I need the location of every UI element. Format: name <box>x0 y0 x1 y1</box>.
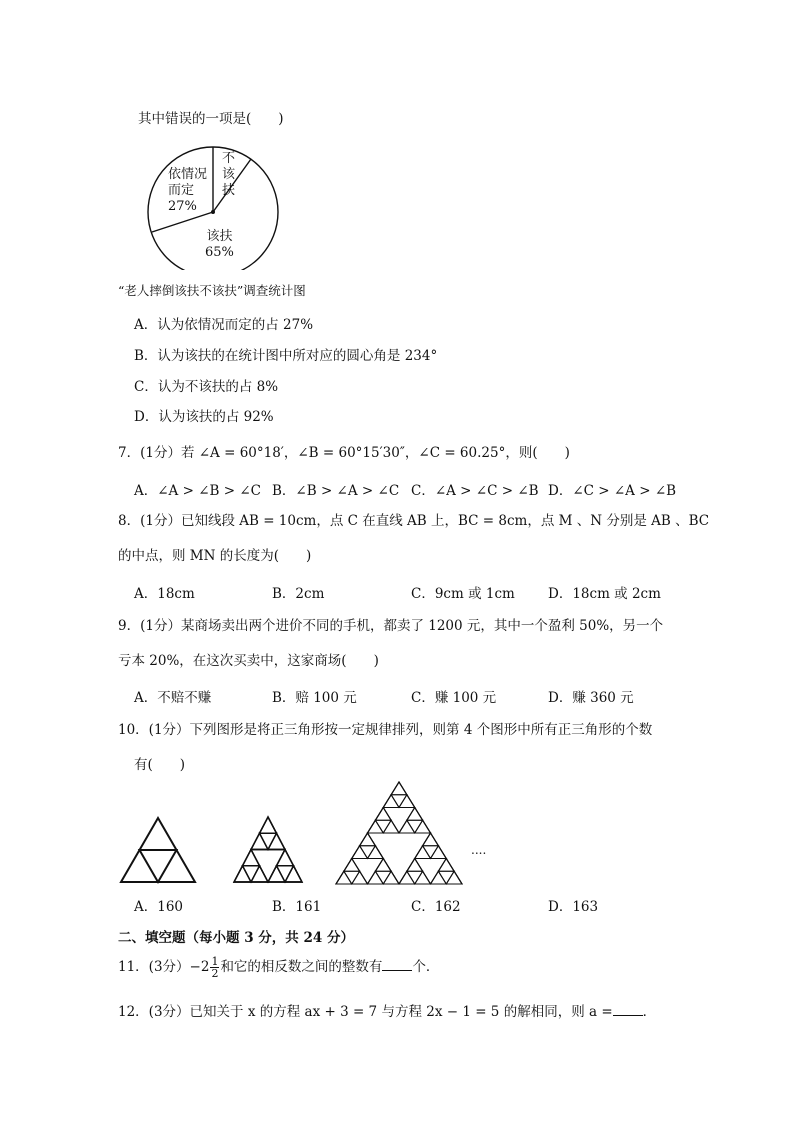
q10-option-b: B．161 <box>272 899 322 915</box>
pie-center-dot <box>211 210 215 214</box>
q10-option-d: D．163 <box>548 899 599 915</box>
pie-caption: “老人摔倒该扶不该扶”调查统计图 <box>118 283 306 298</box>
q8-stem-line1: 8．(1分）已知线段 AB = 10cm，点 C 在直线 AB 上，BC = 8cm，点 M 、N 分别是 AB 、BC <box>118 513 710 529</box>
q11-prefix: 11．(3分）−2 <box>118 959 210 975</box>
q7-option-d: D．∠C > ∠A > ∠B <box>548 483 677 499</box>
q6-stem-tail: 其中错误的一项是( ) <box>138 111 284 127</box>
q8-stem-line2: 的中点，则 MN 的长度为( ) <box>118 548 312 564</box>
q11-suffix: 和它的相反数之间的整数有 <box>220 959 383 975</box>
q7-stem: 7．(1分）若 ∠A = 60°18′，∠B = 60°15′30″，∠C = 60.25°，则( ) <box>118 445 570 461</box>
triangle-figure-3 <box>334 780 464 886</box>
pie-label-should: 该扶 65% <box>205 229 234 260</box>
q12-answer-blank[interactable] <box>613 1003 643 1016</box>
q10-stem-line1: 10．(1分）下列图形是将正三角形按一定规律排列，则第 4 个图形中所有正三角形的个数 <box>118 722 653 738</box>
triangle-figure-2 <box>232 815 304 885</box>
q12 <box>118 1000 656 1020</box>
q10-stem-line2: 有( ) <box>134 757 186 773</box>
q9-stem-line1: 9．(1分）某商场卖出两个进价不同的手机，都卖了 1200 元，其中一个盈利 50%，另一个 <box>118 618 664 634</box>
q6-option-d: D．认为该扶的占 92% <box>134 409 274 425</box>
q9-option-a: A．不赔不赚 <box>134 690 212 706</box>
q11-answer-blank[interactable] <box>382 958 412 971</box>
q6-option-c: C．认为不该扶的占 8% <box>134 379 279 395</box>
q9-option-c: C．赚 100 元 <box>411 690 497 706</box>
figure-ellipsis: .... <box>471 843 487 857</box>
pie-label-should-not: 不 该 扶 <box>222 151 236 198</box>
q11-fraction: $\frac{1}{2}$ <box>211 955 219 980</box>
triangle-figure-1 <box>118 815 198 885</box>
q9-option-b: B．赔 100 元 <box>272 690 357 706</box>
q9-option-d: D．赚 360 元 <box>548 690 634 706</box>
q7-option-b: B．∠B > ∠A > ∠C <box>272 483 400 499</box>
q8-option-c: C．9cm 或 1cm <box>411 586 515 602</box>
q7-option-c: C．∠A > ∠C > ∠B <box>411 483 539 499</box>
q8-option-a: A．18cm <box>134 586 195 602</box>
q10-option-a: A．160 <box>134 899 184 915</box>
q12-prefix: 12．(3分）已知关于 x 的方程 ax + 3 = 7 与方程 2x − 1 = 5 的解相同，则 a = <box>118 1004 613 1020</box>
pie-label-depends: 依情况 而定 27% <box>168 167 208 214</box>
q9-stem-line2: 亏本 20%，在这次买卖中，这家商场( ) <box>118 653 379 669</box>
q7-option-a: A．∠A > ∠B > ∠C <box>134 483 261 499</box>
section2-heading: 二、填空题（每小题 3 分，共 24 分） <box>118 930 354 946</box>
q10-option-c: C．162 <box>411 899 461 915</box>
q11-end: 个． <box>412 959 440 975</box>
q6-option-a: A．认为依情况而定的占 27% <box>134 317 314 333</box>
q8-option-b: B．2cm <box>272 586 325 602</box>
q12-end: ． <box>642 1004 657 1020</box>
q11 <box>118 956 439 979</box>
q6-option-b: B．认为该扶的在统计图中所对应的圆心角是 234° <box>134 348 438 364</box>
q8-option-d: D．18cm 或 2cm <box>548 586 661 602</box>
